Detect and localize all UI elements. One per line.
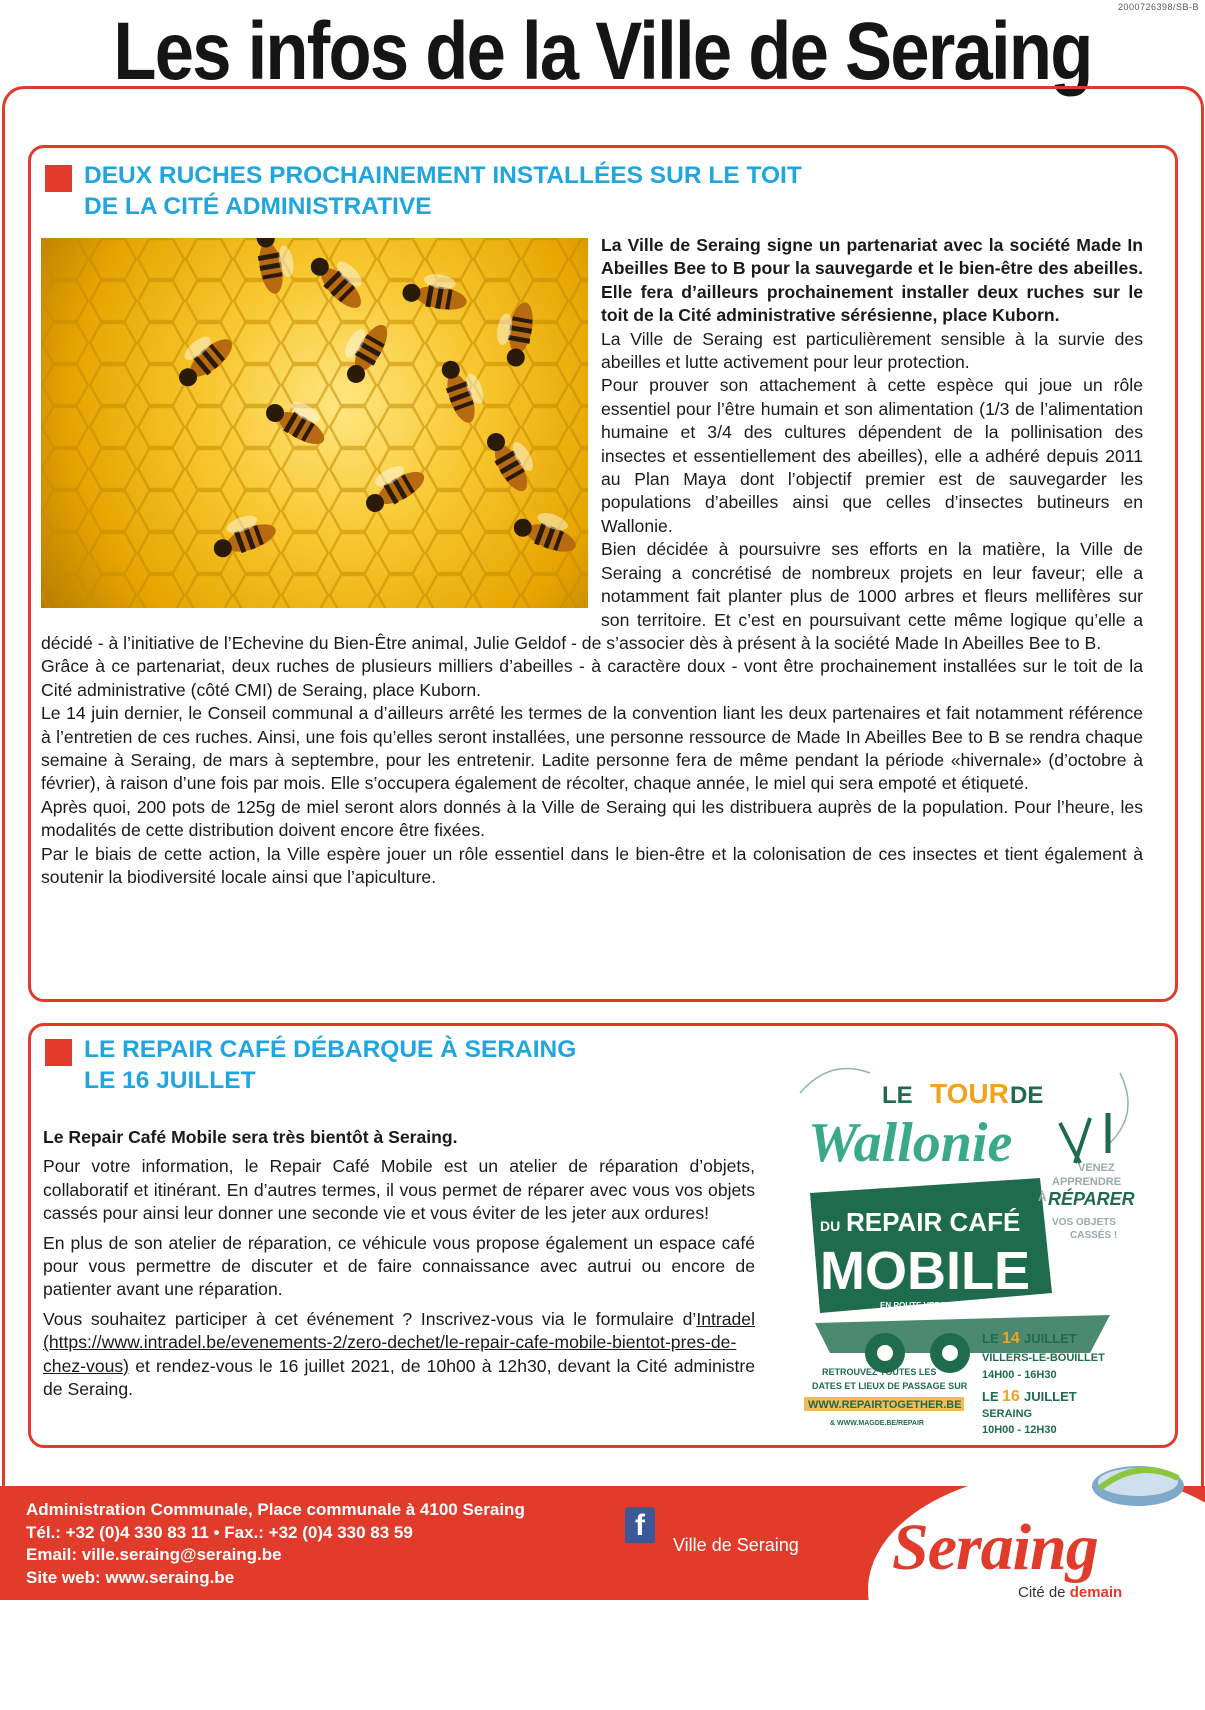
article-paragraph: Grâce à ce partenariat, deux ruches de plusieurs milliers d’abeilles - à caractère doux - vont être prochainement installées sur le toit de la Cité administrative (côté CMI) de Seraing, place Kuborn. bbox=[41, 656, 1143, 700]
poster-date2-time: 10H00 - 12H30 bbox=[982, 1424, 1057, 1435]
footer-website: Site web: www.seraing.be bbox=[26, 1567, 235, 1587]
contact-info bbox=[26, 1499, 525, 1589]
poster-casses: CASSÉS ! bbox=[1070, 1230, 1118, 1241]
poster-venez: VENEZ bbox=[1078, 1162, 1115, 1174]
poster-date2-le: LE bbox=[982, 1389, 999, 1404]
article-paragraph: Pour prouver son attachement à cette espèce qui joue un rôle essentiel pour l’être humain et son alimentation (1/3 de l’alimentation humaine et 3/4 des cultures dépendent de la pollinisation des insectes et essentiellement des abeilles), elle a adhéré depuis 2011 au Plan Maya dont l’objectif premier est de sauvegarder les populations d’abeilles ainsi que celles d’insectes butineurs en Wallonie. bbox=[601, 375, 1143, 536]
poster-tour: TOUR bbox=[930, 1078, 1009, 1109]
poster-date1-day: 14 bbox=[1002, 1330, 1020, 1347]
article-paragraph: Le 14 juin dernier, le Conseil communal a d’ailleurs arrêté les termes de la convention liant les deux partenaires et fait notamment référence à l’entretien de ces ruches. Ainsi, une fois qu’elles seront installées, une personne ressource de Made In Abeilles Bee to B se rendra chaque semaine à Seraing, de mars à septembre, pour les entretenir. Ladite personne fera de même pendant la période «hivernale» (d’octobre à février), à raison d’une fois par mois. Elle s’occupera également de récolter, chaque année, le miel qui sera empoté et étiqueté. bbox=[41, 703, 1143, 794]
article-card-beehives bbox=[28, 145, 1178, 1002]
poster-en-route: EN ROUTE VERS LE #ZÉRODÉCHET ! bbox=[880, 1301, 1025, 1310]
logo-tagline bbox=[1018, 1584, 1122, 1601]
article-paragraph: Par le biais de cette action, la Ville espère jouer un rôle essentiel dans le bien-être et la colonisation de ces insectes et tient également à soutenir la biodiversité locale ainsi que l’apiculture. bbox=[41, 843, 1143, 887]
poster-a: À bbox=[1038, 1190, 1047, 1204]
article-lead: Le Repair Café Mobile sera très bientôt à Seraing. bbox=[43, 1127, 458, 1147]
facebook-icon: f bbox=[625, 1507, 655, 1543]
reference-code: 2000726398/SB-B bbox=[1117, 2, 1199, 12]
headline-text: LE REPAIR CAFÉ DÉBARQUE À SERAING LE 16 JUILLET bbox=[84, 1036, 577, 1094]
poster-date1-month: JUILLET bbox=[1024, 1331, 1077, 1346]
seraing-logo bbox=[868, 1448, 1205, 1600]
logo-tagline-highlight: demain bbox=[1069, 1584, 1123, 1601]
logo-wordmark: Seraing bbox=[892, 1511, 1098, 1584]
poster-apprendre: APPRENDRE bbox=[1052, 1176, 1122, 1188]
headline-text: DEUX RUCHES PROCHAINEMENT INSTALLÉES SUR LE TOIT DE LA CITÉ ADMINISTRATIVE bbox=[84, 162, 802, 220]
poster-date2-month: JUILLET bbox=[1024, 1389, 1077, 1404]
poster-vos-objets: VOS OBJETS bbox=[1052, 1217, 1116, 1228]
logo-globe-icon bbox=[1078, 1448, 1198, 1508]
logo-tagline-prefix: Cité de bbox=[1018, 1584, 1070, 1601]
article-headline bbox=[45, 160, 802, 222]
footer-email: Email: ville.seraing@seraing.be bbox=[26, 1545, 282, 1564]
poster-le: LE bbox=[882, 1082, 913, 1109]
footer-address: Administration Communale, Place communale à 4100 Seraing bbox=[26, 1500, 525, 1519]
article-paragraph-registration bbox=[43, 1308, 755, 1402]
poster-de: DE bbox=[1010, 1082, 1044, 1109]
red-square-bullet bbox=[45, 1039, 72, 1066]
poster-du: DU bbox=[820, 1218, 841, 1234]
repair-cafe-poster bbox=[790, 1053, 1150, 1435]
article-headline bbox=[45, 1034, 576, 1096]
article-paragraph: La Ville de Seraing est particulièrement sensible à la survie des abeilles et lutte activement pour leur protection. bbox=[601, 328, 1143, 373]
article-lead: La Ville de Seraing signe un partenariat avec la société Made In Abeilles Bee to B pour la sauvegarde et le bien-être des abeilles. Elle fera d’ailleurs prochainement installer deux ruches sur le toit de la Cité administrative sérésienne, place Kuborn. bbox=[601, 235, 1143, 326]
facebook-label: Ville de Seraing bbox=[673, 1535, 799, 1555]
article-body bbox=[43, 1126, 755, 1401]
cta-text: et rendez-vous le 16 juillet 2021, de 10h00 à 12h30, devant la Cité administre de Seraing. bbox=[43, 1355, 755, 1400]
poster-wallonie: Wallonie bbox=[808, 1112, 1013, 1174]
article-paragraph: Pour votre information, le Repair Café Mobile est un atelier de réparation d’objets, collaboratif et itinérant. En d’autres termes, il vous permet de réparer avec vous vos objets cassés pour ainsi leur donner une seconde vie et vous éviter de les jeter aux ordures! bbox=[43, 1156, 755, 1224]
tools-icon bbox=[1060, 1113, 1108, 1163]
footer-phone: Tél.: +32 (0)4 330 83 11 • Fax.: +32 (0)4 330 83 59 bbox=[26, 1522, 413, 1542]
article-paragraph: Bien décidée à poursuivre ses efforts en la matière, la Ville de Seraing a concrétisé de nombreux projets en leur faveur; elle a notamment fait planter plus de 1000 arbres et fleurs mellifères sur son territoire. Et c’est en poursuivant cette même logique qu’elle a décidé - à l’initiative de l’Echevine du Bien-Être animal, Julie Geldof - de s’associer dès à présent à la société Made In Abeilles Bee to B. bbox=[41, 539, 1143, 653]
poster-date2-place: SERAING bbox=[982, 1408, 1033, 1420]
cta-text: Vous souhaitez participer à cet événement ? Inscrivez-vous via le formulaire d’ bbox=[43, 1308, 697, 1329]
poster-website: WWW.REPAIRTOGETHER.BE bbox=[808, 1399, 962, 1411]
intradel-link[interactable]: Intradel (https://www.intradel.be/evenements-2/zero-dechet/le-repair-cafe-mobile-bientot-pres-de-chez-vous) bbox=[43, 1308, 755, 1376]
article-paragraph: Après quoi, 200 pots de 125g de miel seront alors donnés à la Ville de Seraing qui les distribuera auprès de la population. Pour l’heure, les modalités de cette distribution doivent encore être fixées. bbox=[41, 796, 1143, 841]
poster-mobile: MOBILE bbox=[820, 1241, 1030, 1301]
article-paragraph: En plus de son atelier de réparation, ce véhicule vous propose également un espace café pour vous permettre de discuter et de faire connaissance avec autrui ou encore de patienter avant une réparation. bbox=[43, 1232, 755, 1300]
poster-reparer: RÉPARER bbox=[1048, 1189, 1135, 1209]
poster-date1-time: 14H00 - 16H30 bbox=[982, 1369, 1057, 1381]
poster-date1-le: LE bbox=[982, 1331, 999, 1346]
poster-retrouvez: DATES ET LIEUX DE PASSAGE SUR bbox=[812, 1381, 968, 1391]
poster-retrouvez: RETROUVEZ TOUTES LES bbox=[822, 1367, 937, 1377]
poster-date1-place: VILLERS-LE-BOUILLET bbox=[982, 1352, 1105, 1364]
masthead-title: Les infos de la Ville de Seraing bbox=[113, 6, 1092, 97]
bees-on-honeycomb-photo bbox=[41, 238, 588, 608]
article-body bbox=[41, 234, 1143, 889]
red-square-bullet bbox=[45, 165, 72, 192]
poster-repair-cafe: REPAIR CAFÉ bbox=[846, 1207, 1021, 1237]
poster-date2-day: 16 bbox=[1002, 1388, 1020, 1405]
poster-website-2: & WWW.MAGDE.BE/REPAIR bbox=[830, 1420, 924, 1427]
